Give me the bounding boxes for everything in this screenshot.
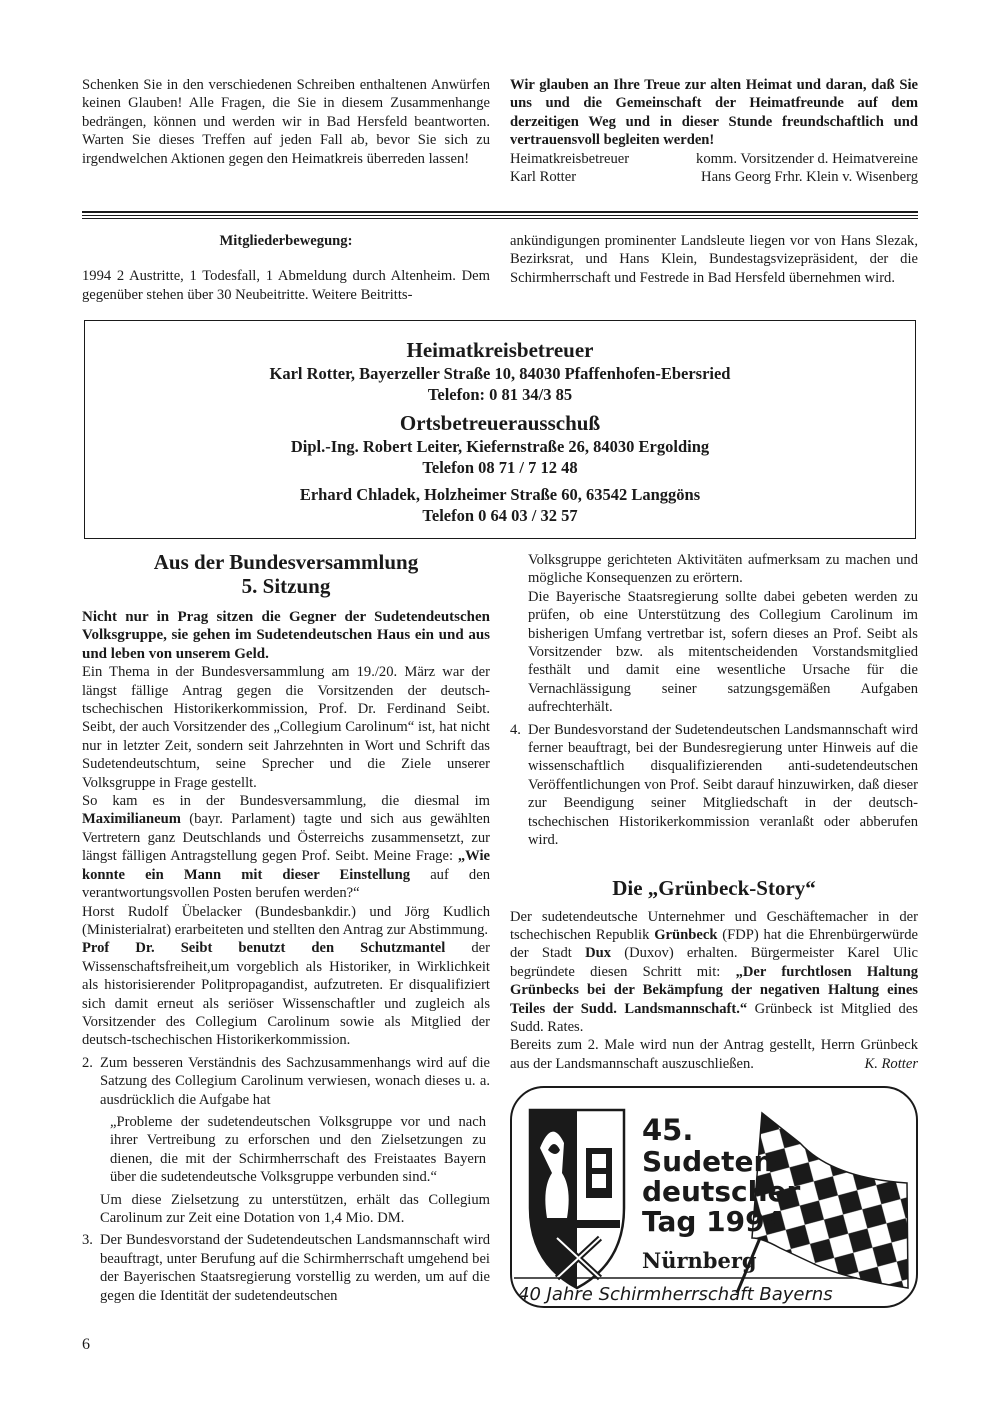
article-bundesversammlung	[82, 550, 490, 1305]
contact-heading-ausschuss: Ortsbetreuerausschuß	[399, 411, 601, 435]
list-item-4-text: Der Bundesvorstand der Sudetendeutschen Landsmannschaft wird ferner beauftragt, bei der Bundesregierung unter Hinweis auf die wissenschaftlich disqualifizierenden anti-sudetendeutschen Veröffentlichungen von Prof. Seibt darauf hinzuwirken, daß dieser zur Beendigung seiner Mitgliedschaft in der deutsch-tschechischen Historikerkommission veranlaßt oder abberufen wird.	[528, 721, 918, 849]
list-item-4-number: 4.	[510, 721, 521, 738]
signature-names	[510, 168, 918, 186]
top-left-paragraph	[82, 76, 490, 168]
membership-right	[510, 232, 918, 287]
membership-heading: Mitgliederbewegung:	[219, 233, 353, 249]
signature-name-1: Karl Rotter	[510, 169, 577, 186]
poster-line-2: Sudeten-	[642, 1145, 786, 1178]
list-item-2	[82, 1054, 490, 1109]
list-item-3	[82, 1231, 490, 1305]
signature-roles	[510, 150, 918, 168]
sudetendeutscher-tag-poster	[510, 1086, 918, 1308]
signature-role-1: Heimatkreisbetreuer	[510, 150, 630, 167]
article2-paragraph-1: Der sudetendeutsche Unternehmer und Geschäftemacher in der tschechischen Republik Grünbeck (FDP) hat die Ehrenbürgerwürde der Stadt Dux (Duxov) erhalten. Bürgermeister Karel Ulic begründete diesen Schritt mit: „Der furchtlosen Haltung Grünbecks bei der Bekämpfung der negativen Haltung eines Teiles der Sudd. Landsmannschaft.“ Grünbeck ist Mitglied des Sudd. Rates.	[510, 908, 919, 1035]
article2-paragraph-2: Bereits zum 2. Male wird nun der Antrag gestellt, Herrn Grünbeck aus der Landsmannschaft auszuschließen. K. Rotter	[510, 1037, 918, 1072]
right-lower-column	[510, 551, 918, 1073]
list-item-2-after: Um diese Zielsetzung zu unterstützen, erhält das Collegium Carolinum zur Zeit eine Dotation von 1,4 Mio. DM.	[100, 1191, 490, 1226]
list-item-3-number: 3.	[82, 1232, 93, 1249]
membership-right-text: ankündigungen prominenter Landsleute liegen vor von Hans Slezak, Bezirksrat, und Hans Klein, Bundestagsvizepräsident, der die Schirmherrschaft und Festrede in Bad Hersfeld übernehmen wird.	[510, 233, 918, 286]
signature-name-2: Hans Georg Frhr. Klein v. Wisenberg	[701, 169, 918, 186]
article2-author: K. Rotter	[864, 1055, 918, 1072]
contact-heading-betreuer: Heimatkreisbetreuer	[406, 338, 594, 362]
poster-graphic	[512, 1088, 916, 1306]
page-number: 6	[82, 1336, 90, 1353]
article1-paragraph-3: Horst Rudolf Übelacker (Bundesbankdir.) und Jörg Kudlich (Ministerialrat) erarbeiteten und stellten den Antrag zur Abstimmung.	[82, 903, 490, 938]
contact-phone-leiter: Telefon 08 71 / 7 12 48	[422, 458, 578, 477]
top-right-column	[510, 76, 918, 186]
article1-cont-paragraph-1: Volksgruppe gerichteten Aktivitäten aufmerksam zu machen und mögliche Konsequenzen zu erörtern.	[528, 552, 918, 587]
article2-title: Die „Grünbeck-Story“	[612, 875, 816, 900]
article1-title: Aus der Bundesversammlung	[153, 550, 419, 574]
poster-city: Nürnberg	[642, 1248, 757, 1273]
collegium-quote: „Probleme der sudetendeutschen Volksgruppe vor und nach ihrer Vertreibung zu erforschen und den Zielsetzungen zu dienen, die mit der Schirmherrschaft des Freistaates Bayern über die sudetendeutsche Volksgruppe verbunden sind.“	[110, 1113, 486, 1186]
separator-rule-2	[82, 215, 918, 216]
contact-address-chladek: Erhard Chladek, Holzheimer Straße 60, 63542 Langgöns	[299, 485, 701, 504]
article1-paragraph-2: So kam es in der Bundesversammlung, die diesmal im Maximilianeum (bayr. Parlament) tagte und sich aus gewählten Vertretern ganz Deutschlands und Österreichs zusammensetzt, zur längst fälligen Antragstellung gegen Prof. Seibt. Meine Frage: „Wie konnte ein Mann mit dieser Einstellung auf den verantwortungsvollen Posten berufen werden?“	[82, 793, 490, 902]
list-item-2-number: 2.	[82, 1054, 93, 1071]
contact-address-rotter: Karl Rotter, Bayerzeller Straße 10, 84030 Pfaffenhofen-Ebersried	[269, 364, 731, 383]
list-item-3-text: Der Bundesvorstand der Sudetendeutschen Landsmannschaft wird beauftragt, unter Berufung auf die Schirmherrschaft umgehend bei der Bayerischen Staatsregierung vorstellig zu werden, um auf die gegen die Identität der sudetendeutschen	[100, 1232, 490, 1304]
coat-of-arms-icon	[530, 1110, 624, 1288]
contact-address-leiter: Dipl.-Ing. Robert Leiter, Kiefernstraße 26, 84030 Ergolding	[290, 437, 710, 456]
contact-phone-rotter: Telefon: 0 81 34/3 85	[427, 385, 573, 404]
separator-rule-3	[82, 218, 918, 219]
top-left-text: Schenken Sie in den verschiedenen Schreiben enthaltenen Anwürfen keinen Glauben! Alle Fragen, die Sie in diesem Zusammenhange bedrängen, können und werden wir in Bad Hersfeld beantworten. Warten Sie dieses Treffen auf jeden Fall ab, bevor Sie sich zu irgendwelchen Aktionen gegen den Heimatkreis überreden lassen!	[82, 77, 490, 167]
contact-box	[84, 320, 916, 539]
article1-lead: Nicht nur in Prag sitzen die Gegner der Sudetendeutschen Volksgruppe, sie gehen im Sudetendeutschen Haus ein und aus und leben von unserem Geld.	[82, 609, 490, 662]
top-right-bold-text: Wir glauben an Ihre Treue zur alten Heimat und daran, daß Sie uns und die Gemeinschaft der Heimatfreunde auf dem derzeitigen Weg und in dieser Stunde freundschaftlich und vertrauensvoll begleiten werden!	[510, 77, 918, 149]
signature-role-2: komm. Vorsitzender d. Heimatvereine	[696, 150, 918, 167]
poster-line-1: 45.	[642, 1113, 694, 1147]
membership-left	[82, 232, 490, 304]
article1-subtitle: 5. Sitzung	[241, 574, 331, 598]
article1-cont-paragraph-2: Die Bayerische Staatsregierung sollte dabei gebeten werden zu prüfen, ob eine Unterstützung des Collegium Carolinum im bisherigen Umfang vertretbar ist, sofern dieses an Prof. Seibt als Vorsitzender bzw. als mitentscheidenden Vorstandsmitglied festhält und damit eine wesentliche Ursache für die Vernachlässigung seiner satzungsgemäßen Aufgaben aufrechterhält.	[528, 588, 918, 716]
article1-paragraph-1: Ein Thema in der Bundesversammlung am 19./20. März war der längst fällige Antrag gegen die Vorsitzenden der deutsch-tschechischen Historikerkommission, Prof. Dr. Ferdinand Seibt. Seibt, der auch Vorsitzender des „Collegium Carolinum“ ist, hat nicht nur in letzter Zeit, sondern seit Jahrzehnten in Wort und Schrift das Sudetendeutschtum, seine Sprecher und die Ziele unserer Volksgruppe in Frage gestellt.	[82, 664, 490, 791]
contact-phone-chladek: Telefon 0 64 03 / 32 57	[422, 506, 578, 525]
poster-line-4: Tag 1994	[642, 1205, 785, 1238]
separator-rule-1	[82, 211, 918, 213]
membership-left-text: 1994 2 Austritte, 1 Todesfall, 1 Abmeldung durch Altenheim. Dem gegenüber stehen über 30 Neubeitritte. Weitere Beitritts-	[82, 268, 490, 303]
poster-line-3: deutscher	[642, 1175, 801, 1208]
article1-paragraph-4: Prof Dr. Seibt benutzt den Schutzmantel der Wissenschaftsfreiheit,um vorgeblich als Historiker, in Wirklichkeit als historisierender Politpropagandist, aufzutreten. Er disqualifiziert sich damit erneut als seriöser Wissenschaftler und zugleich als Vorsitzender des Collegium Carolinum sowie als Mitglied der deutsch-tschechischen Historikerkommission.	[82, 940, 490, 1049]
poster-banner: 40 Jahre Schirmherrschaft Bayerns	[518, 1284, 833, 1305]
list-item-4	[510, 721, 918, 850]
list-item-2-text: Zum besseren Verständnis des Sachzusammenhangs wird auf die Satzung des Collegium Carolinum verwiesen, wonach dieses u. a. ausdrücklich die Aufgabe hat	[100, 1054, 490, 1108]
